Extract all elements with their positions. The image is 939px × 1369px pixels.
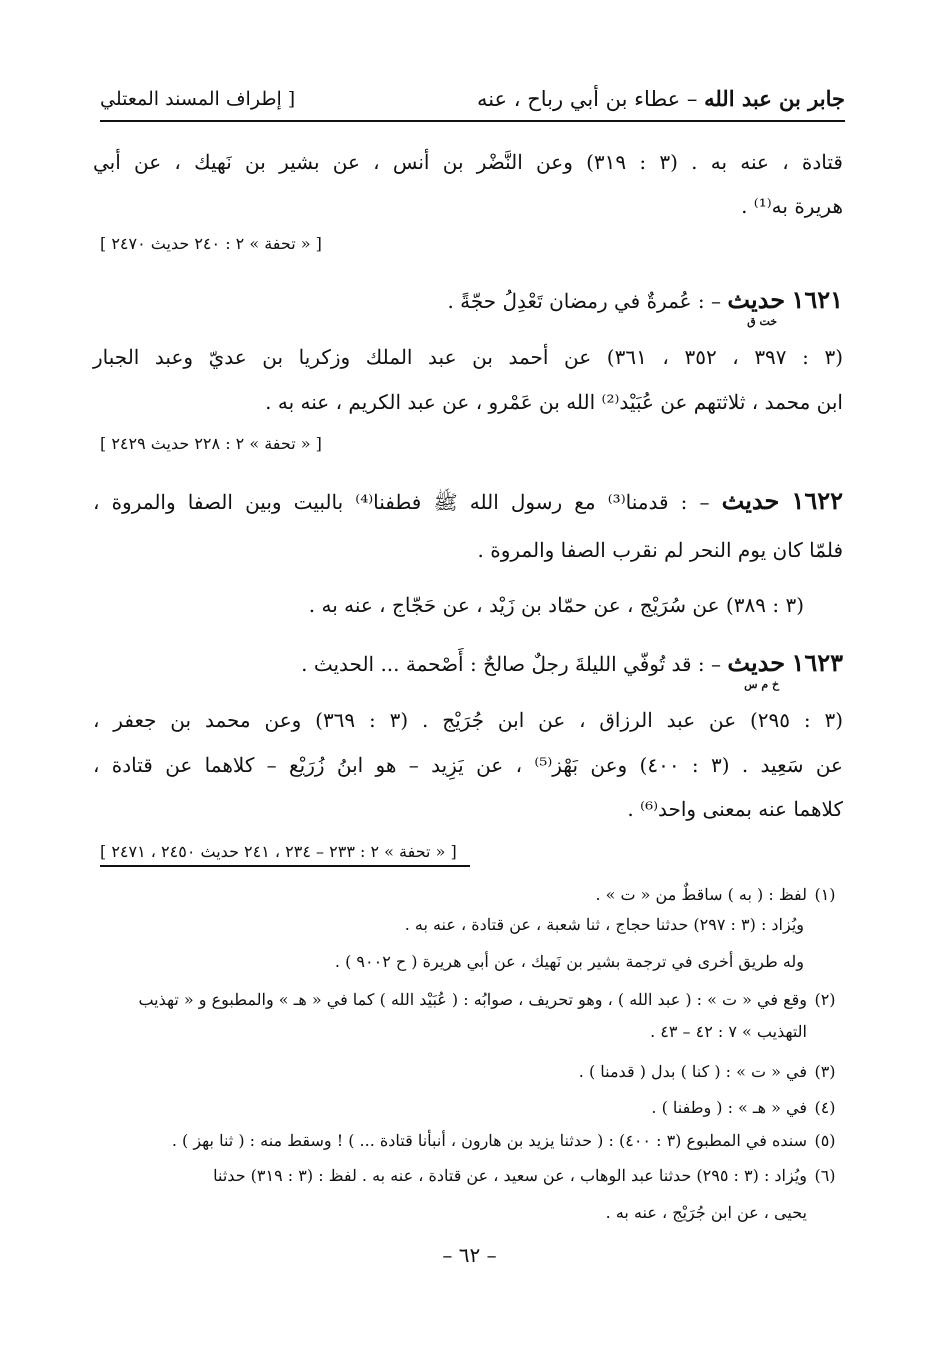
hadith-matn: – : قدمنا⁽³⁾ مع رسول الله ﷺ فطفنا⁽⁴⁾ بالبيت وبين الصفا والمروة ، bbox=[93, 490, 722, 514]
footnote-separator bbox=[100, 865, 470, 867]
header-chapter-name: جابر بن عبد الله bbox=[704, 86, 845, 111]
header-chapter-sub: – عطاء بن أبي رباح ، عنه bbox=[476, 87, 705, 111]
hadith-1623-line-2: (٣ : ٢٩٥) عن عبد الرزاق ، عن ابن جُرَيْج . (٣ : ٣٦٩) وعن محمد بن جعفر ، bbox=[93, 708, 844, 732]
text-line-2: هريرة به⁽¹⁾ . bbox=[741, 194, 843, 218]
text-line-1: قتادة ، عنه به . (٣ : ٣١٩) وعن النَّضْر بن أنس ، عن بشير بن نَهيك ، عن أبي bbox=[93, 150, 843, 174]
footnote-number: (٤) bbox=[814, 1098, 836, 1117]
heading-space bbox=[779, 490, 791, 514]
hadith-1622-heading bbox=[93, 486, 843, 519]
hadith-1623-line-4: كلاهما عنه بمعنى واحد⁽⁶⁾ . bbox=[627, 797, 843, 821]
footnote-1-continuation-2: وله طريق أخرى في ترجمة بشير بن نَهيك ، عن أبي هريرة ( ح ٩٠٠٢ ) . bbox=[334, 952, 804, 971]
tuhfa-reference-2: [ « تحفة » ٢ : ٢٢٨ حديث ٢٤٢٩ ] bbox=[100, 434, 322, 453]
hadith-1622-line-3: (٣ : ٣٨٩) عن سُرَيْج ، عن حمّاد بن زَيْد ، عن حَجّاج ، عنه به . bbox=[308, 593, 804, 617]
footnote-number: (١) bbox=[814, 885, 836, 904]
hadith-word-text: حديث bbox=[727, 648, 786, 677]
footnote-4 bbox=[93, 1098, 843, 1117]
footnote-2 bbox=[93, 990, 843, 1009]
hadith-1622-line-2: فلمّا كان يوم النحر لم نقرب الصفا والمروة . bbox=[477, 538, 843, 562]
footnote-number: (٥) bbox=[814, 1131, 836, 1150]
hadith-word bbox=[727, 648, 786, 691]
footnote-text: سنده في المطبوع (٣ : ٤٠٠) : ( حدثنا يزيد بن هارون ، أنبأنا قتادة ... ) ! وسقط منه : ( ثنا بهز ) . bbox=[171, 1131, 807, 1150]
footnote-text: في « هـ » : ( وطفنا ) . bbox=[651, 1098, 807, 1117]
hadith-sigla: خ م س bbox=[744, 678, 780, 691]
footnote-number: (٢) bbox=[814, 990, 836, 1009]
hadith-number: ١٦٢١ bbox=[791, 285, 843, 314]
hadith-word bbox=[727, 285, 786, 328]
hadith-1623-line-3: عن سَعِيد . (٣ : ٤٠٠) وعن بَهْز⁽⁵⁾ ، عن يَزِيد – هو ابنُ زُرَيْع – كلاهما عن قتادة ، bbox=[93, 753, 843, 777]
running-header bbox=[100, 84, 845, 122]
hadith-matn: – : عُمرةٌ في رمضان تَعْدِلُ حجّةً . bbox=[447, 289, 728, 313]
footnote-1-continuation-1: ويُزاد : (٣ : ٢٩٧) حدثنا حجاج ، ثنا شعبة ، عن قتادة ، عنه به . bbox=[404, 915, 804, 934]
footnote-2-continuation: التهذيب » ٧ : ٤٢ – ٤٣ . bbox=[650, 1022, 807, 1041]
footnote-number: (٦) bbox=[814, 1166, 836, 1185]
footnote-6 bbox=[93, 1166, 843, 1185]
footnote-text: في « ت » : ( كنا ) بدل ( قدمنا ) . bbox=[578, 1062, 807, 1081]
hadith-1623-heading bbox=[93, 648, 843, 691]
header-book-title: [ إطراف المسند المعتلي bbox=[100, 88, 296, 110]
footnote-5 bbox=[93, 1131, 843, 1150]
tuhfa-reference-1: [ « تحفة » ٢ : ٢٤٠ حديث ٢٤٧٠ ] bbox=[100, 234, 322, 253]
hadith-1621-heading bbox=[93, 285, 843, 328]
footnote-text: لفظ : ( به ) ساقطٌ من « ت » . bbox=[595, 885, 807, 904]
hadith-word-text: حديث bbox=[727, 285, 786, 314]
hadith-1621-line-2: (٣ : ٣٩٧ ، ٣٥٢ ، ٣٦١) عن أحمد بن عبد الملك وزكريا بن عديّ وعبد الجبار bbox=[93, 345, 844, 369]
hadith-word: حديث bbox=[721, 486, 780, 515]
footnote-6-continuation: يحيى ، عن ابن جُرَيْج ، عنه به . bbox=[605, 1203, 807, 1222]
hadith-sigla: خت ق bbox=[747, 315, 778, 328]
hadith-1621-line-3: ابن محمد ، ثلاثتهم عن عُبَيْد⁽²⁾ الله بن عَمْرو ، عن عبد الكريم ، عنه به . bbox=[265, 390, 843, 414]
hadith-matn: – : قد تُوفّي الليلةَ رجلٌ صالحٌ : أَصْحمة ... الحديث . bbox=[301, 652, 728, 676]
page-number: – ٦٢ – bbox=[442, 1243, 497, 1267]
hadith-number: ١٦٢٣ bbox=[791, 648, 843, 677]
footnote-1 bbox=[93, 885, 843, 904]
header-chapter-title bbox=[477, 86, 845, 111]
hadith-number: ١٦٢٢ bbox=[791, 486, 843, 515]
footnote-text: ويُزاد : (٣ : ٢٩٥) حدثنا عبد الوهاب ، عن سعيد ، عن قتادة ، عنه به . لفظ : (٣ : ٣١٩) حدثنا bbox=[213, 1166, 807, 1185]
footnote-text: وقع في « ت » : ( عبد الله ) ، وهو تحريف ، صوابُه : ( عُبَيْد الله ) كما في « هـ » والمطبوع و « تهذيب bbox=[138, 990, 807, 1009]
footnote-3 bbox=[93, 1062, 843, 1081]
tuhfa-reference-3: [ « تحفة » ٢ : ٢٣٣ – ٢٣٤ ، ٢٤١ حديث ٢٤٥٠ ، ٢٤٧١ ] bbox=[100, 842, 457, 861]
footnote-number: (٣) bbox=[814, 1062, 836, 1081]
